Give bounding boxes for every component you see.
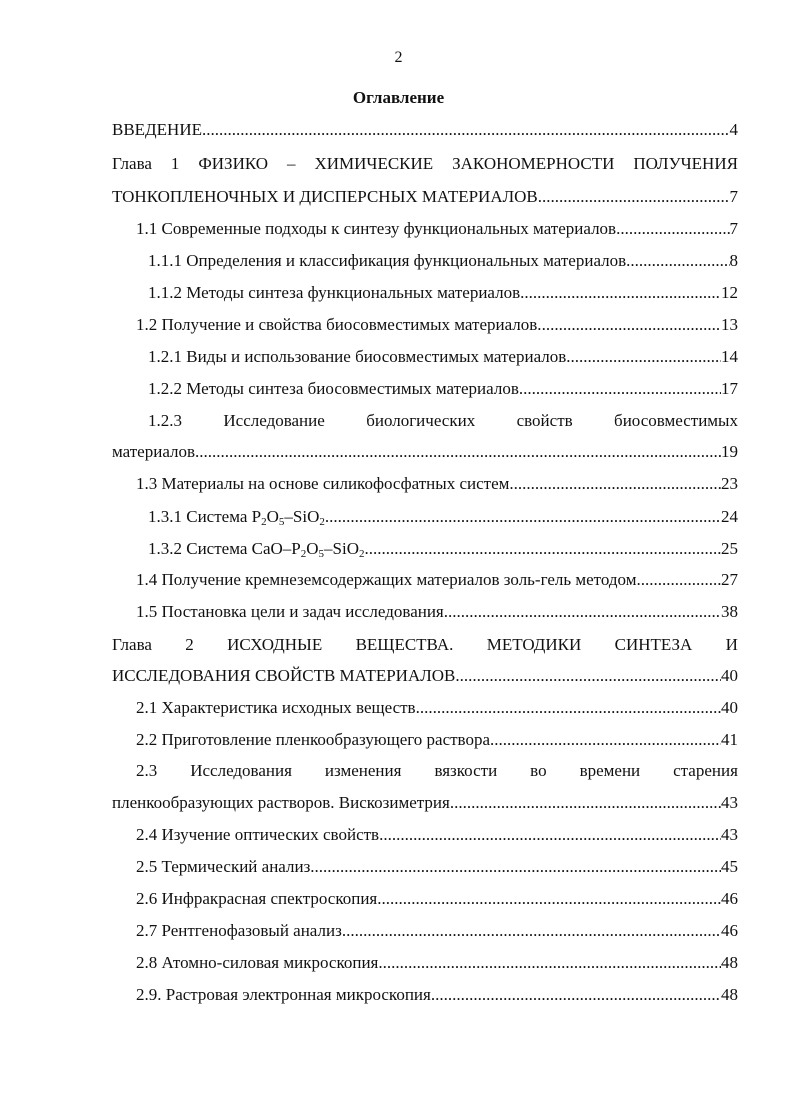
- toc-entry-text: 2.1 Характеристика исходных веществ: [136, 698, 416, 717]
- toc-entry-2-6: [136, 887, 738, 911]
- word: вязкости: [434, 761, 498, 780]
- toc-entry-2-8: [136, 951, 738, 975]
- toc-entry-page: 46: [721, 889, 738, 908]
- word: ВЕЩЕСТВА.: [355, 635, 454, 654]
- toc-entry-page: 13: [721, 315, 738, 334]
- toc-entry-page: 14: [721, 347, 738, 366]
- toc-entry-2-9: [136, 983, 738, 1007]
- toc-entry-text: 1.2.2 Методы синтеза биосовместимых материалов.: [148, 379, 524, 398]
- toc-entry-text: 1.4 Получение кремнеземсодержащих материалов золь-гель методом: [136, 570, 637, 589]
- toc-entry-page: 4: [729, 120, 738, 139]
- toc-entry-2-5: [136, 855, 738, 879]
- toc-entry-page: 45: [721, 857, 738, 876]
- toc-entry-page: 8: [729, 251, 738, 270]
- toc-entry-1-2-2: [148, 377, 738, 401]
- toc-entry-1-1: [136, 217, 738, 241]
- toc-entry-1-1-2: [148, 281, 738, 305]
- word: Исследование: [223, 411, 325, 430]
- toc-entry-page: 48: [721, 953, 738, 972]
- word: биологических: [366, 411, 476, 430]
- toc-entry-1-1-1: [148, 249, 738, 273]
- toc-entry-page: 25: [721, 539, 738, 558]
- toc-entry-page: 17: [721, 379, 738, 398]
- toc-entry-2-1: [136, 696, 738, 720]
- word: 1: [170, 154, 180, 173]
- word: И: [725, 635, 738, 654]
- toc-entry-text: 2.2 Приготовление пленкообразующего раствора: [136, 730, 491, 749]
- toc-entry-2-3-line-1: [136, 759, 738, 783]
- toc-entry-text: 1.3.2 Система CaO–$P_2O_5-SiO_2$.: [148, 539, 369, 560]
- toc-entry-chapter-2-line-1: [112, 633, 738, 657]
- toc-entry-page: 38: [721, 602, 738, 621]
- toc-entry-text: 1.1.1 Определения и классификация функциональных материалов.: [148, 251, 631, 270]
- toc-entry-text: 2.9. Растровая электронная микроскопия: [136, 985, 431, 1004]
- toc-entry-chapter-1-line-1: [112, 152, 738, 176]
- toc-entry-2-7: [136, 919, 738, 943]
- word: Глава: [112, 635, 152, 654]
- word: времени: [579, 761, 641, 780]
- toc-entry-2-4: [136, 823, 738, 847]
- toc-entry-chapter-2-line-2: [112, 664, 738, 688]
- toc-entry-1-2-1: [148, 345, 738, 369]
- word: свойств: [516, 411, 573, 430]
- word: –: [287, 154, 296, 173]
- toc-entry-text: ТОНКОПЛЕНОЧНЫХ И ДИСПЕРСНЫХ МАТЕРИАЛОВ: [112, 187, 538, 206]
- toc-entry-text: 2.8 Атомно-силовая микроскопия: [136, 953, 379, 972]
- toc-entry-text: 2.7 Рентгенофазовый анализ: [136, 921, 342, 940]
- word: Глава: [112, 154, 152, 173]
- toc-entry-1-3-1: [148, 505, 738, 529]
- toc-entry-text: 1.2 Получение и свойства биосовместимых материалов.: [136, 315, 542, 334]
- toc-entry-1-3-2: [148, 537, 738, 561]
- toc-entry-text: 2.5 Термический анализ: [136, 857, 311, 876]
- word: ПОЛУЧЕНИЯ: [633, 154, 738, 173]
- toc-entry-page: 7: [729, 187, 738, 206]
- toc-entry-2-2: [136, 728, 738, 752]
- toc-entry-page: 23: [721, 474, 738, 493]
- toc-entry-text: ИССЛЕДОВАНИЯ СВОЙСТВ МАТЕРИАЛОВ: [112, 666, 456, 685]
- toc-entry-chapter-1-line-2: [112, 185, 738, 209]
- word: 2: [185, 635, 194, 654]
- toc-entry-text: 2.6 Инфракрасная спектроскопия: [136, 889, 378, 908]
- toc-entry-1-2-3-line-2: [112, 440, 738, 464]
- toc-entry-page: 46: [721, 921, 738, 940]
- toc-entry-text: 1.1 Современные подходы к синтезу функциональных материалов.: [136, 219, 621, 238]
- page-number: 2: [394, 49, 403, 66]
- word: изменения: [324, 761, 402, 780]
- toc-entry-text: 2.4 Изучение оптических свойств.: [136, 825, 384, 844]
- word: биосовместимых: [614, 411, 738, 430]
- toc-entry-text: 1.1.2 Методы синтеза функциональных материалов: [148, 283, 521, 302]
- toc-entry-1-5: [136, 600, 738, 624]
- toc-entry-text: 1.2.1 Виды и использование биосовместимых материалов: [148, 347, 567, 366]
- toc-title: Оглавление: [352, 88, 445, 107]
- word: ИСХОДНЫЕ: [227, 635, 323, 654]
- word: ЗАКОНОМЕРНОСТИ: [452, 154, 615, 173]
- toc-entry-2-3-line-2: [112, 791, 738, 815]
- toc-entry-text: 1.5 Постановка цели и задач исследования: [136, 602, 444, 621]
- word: ХИМИЧЕСКИЕ: [314, 154, 434, 173]
- toc-entry-page: 41: [721, 730, 738, 749]
- toc-entry-text: 1.3 Материалы на основе силикофосфатных систем.: [136, 474, 514, 493]
- toc-entry-page: 43: [721, 793, 738, 812]
- toc-entry-page: 40: [721, 666, 738, 685]
- word: СИНТЕЗА: [614, 635, 693, 654]
- toc-entry-page: 24: [721, 507, 738, 526]
- toc-entry-1-2: [136, 313, 738, 337]
- word: Исследования: [190, 761, 292, 780]
- word: старения: [673, 761, 738, 780]
- toc-entry-page: 7: [729, 219, 738, 238]
- toc-entry-text: 1.3.1 Система $P_2O_5-SiO_2$.: [148, 507, 330, 528]
- toc-entry-page: 48: [721, 985, 738, 1004]
- toc-entry-1-4: [136, 568, 738, 592]
- toc-entry-page: 43: [721, 825, 738, 844]
- toc-entry-page: 12: [721, 283, 738, 302]
- toc-entry-text: материалов.: [112, 442, 200, 461]
- word: МЕТОДИКИ: [486, 635, 582, 654]
- toc-entry-intro: [112, 118, 738, 142]
- toc-entry-page: 19: [721, 442, 738, 461]
- toc-entry-page: 40: [721, 698, 738, 717]
- toc-entry-1-2-3-line-1: [148, 409, 738, 433]
- toc-entry-text: ВВЕДЕНИЕ: [112, 120, 202, 139]
- toc-entry-page: 27: [721, 570, 738, 589]
- toc-entry-text: пленкообразующих растворов. Вискозиметрия: [112, 793, 450, 812]
- word: 2.3: [136, 761, 158, 780]
- toc-entry-1-3: [136, 472, 738, 496]
- word: 1.2.3: [148, 411, 182, 430]
- word: во: [530, 761, 547, 780]
- word: ФИЗИКО: [198, 154, 269, 173]
